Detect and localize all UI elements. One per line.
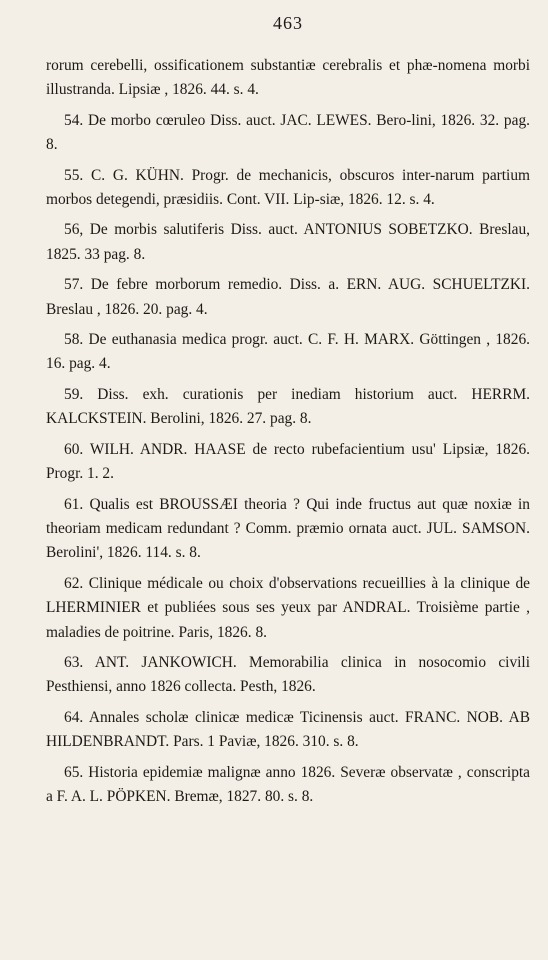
bibliography-entry: 64. Annales scholæ clinicæ medicæ Ticinensis auct. FRANC. NOB. AB HILDENBRANDT. Pars. 1 Paviæ, 1826. 310. s. 8.	[46, 708, 530, 751]
bibliography-entry: 62. Clinique médicale ou choix d'observations recueillies à la clinique de LHERMINIER et publiées sous ses yeux par ANDRAL. Troisième partie , maladies de poitrine. Paris, 1826. 8.	[46, 574, 530, 641]
bibliography-entry: 60. WILH. ANDR. HAASE de recto rubefacientium usu' Lipsiæ, 1826. Progr. 1. 2.	[46, 440, 530, 483]
bibliography-entry: 57. De febre morborum remedio. Diss. a. ERN. AUG. SCHUELTZKI. Breslau , 1826. 20. pag. 4.	[46, 276, 530, 318]
bibliography-entry: 56, De morbis salutiferis Diss. auct. ANTONIUS SOBETZKO. Breslau, 1825. 33 pag. 8.	[46, 221, 530, 263]
bibliography-entry: 55. C. G. KÜHN. Progr. de mechanicis, obscuros inter-narum partium morbos detegendi, præsidiis. Cont. VII. Lip-siæ, 1826. 12. s. 4.	[46, 166, 530, 209]
page-number: 463	[273, 13, 303, 33]
bibliography-entry: 63. ANT. JANKOWICH. Memorabilia clinica in nosocomio civili Pesthiensi, anno 1826 collecta. Pesth, 1826.	[46, 653, 530, 696]
bibliography-entry: rorum cerebelli, ossificationem substantiæ cerebralis et phæ-nomena morbi illustranda. Lipsiæ , 1826. 44. s. 4.	[46, 57, 530, 99]
bibliography-entry: 61. Qualis est BROUSSÆI theoria ? Qui inde fructus aut quæ noxiæ in theoriam medicam redundant ? Comm. præmio ornata auct. JUL. SAMSON. Berolini', 1826. 114. s. 8.	[46, 495, 530, 562]
bibliography-entry: 59. Diss. exh. curationis per inediam historium auct. HERRM. KALCKSTEIN. Berolini, 1826. 27. pag. 8.	[46, 385, 530, 428]
bibliography-entry: 54. De morbo cœruleo Diss. auct. JAC. LEWES. Bero-lini, 1826. 32. pag. 8.	[46, 111, 530, 154]
bibliography-entry: 65. Historia epidemiæ malignæ anno 1826. Severæ observatæ , conscripta a F. A. L. PÖPKEN. Bremæ, 1827. 80. s. 8.	[46, 763, 530, 805]
bibliography-entry: 58. De euthanasia medica progr. auct. C. F. H. MARX. Göttingen , 1826. 16. pag. 4.	[46, 331, 530, 373]
